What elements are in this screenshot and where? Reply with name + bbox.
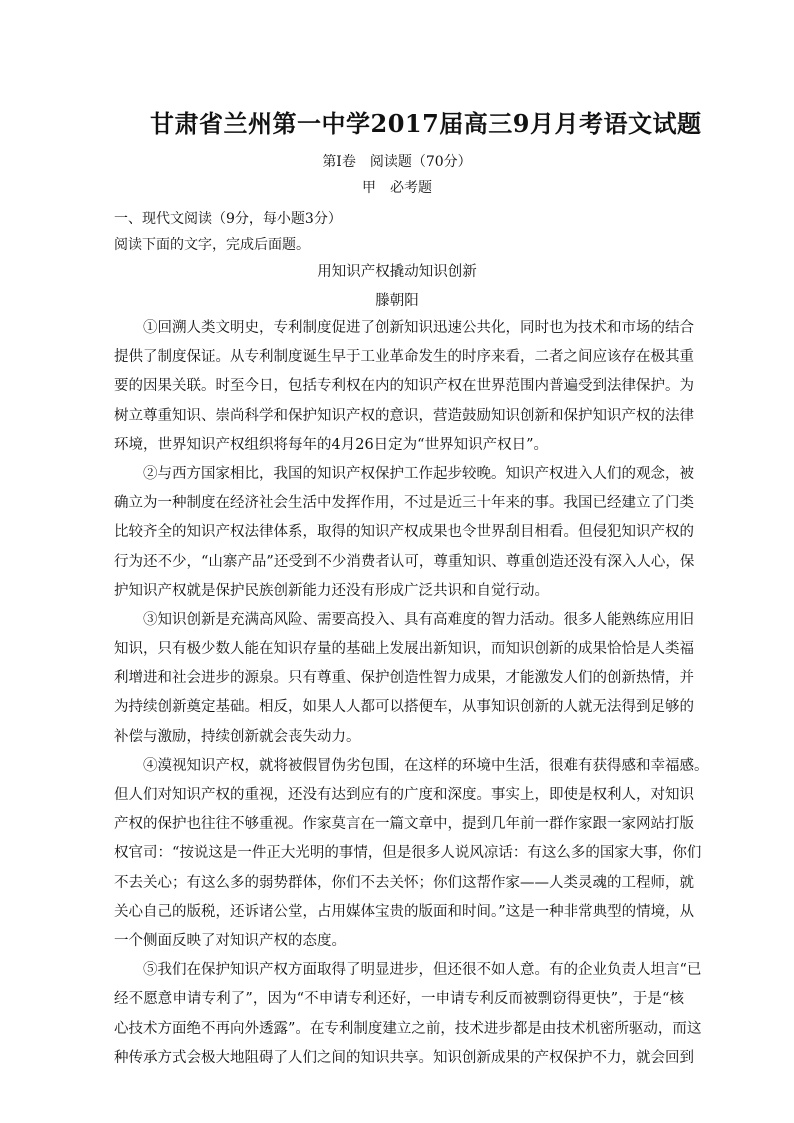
- paragraph-line: 利增进和社会进步的源泉。只有尊重、保护创造性智力成果，才能激发人们的创新热情，并: [114, 670, 694, 687]
- article-paragraph: [114, 314, 694, 460]
- question-heading: 一、现代文阅读（9分，每小题3分）: [114, 211, 342, 227]
- paragraph-line: ④漠视知识产权，就将被假冒伪劣包围，在这样的环境中生活，很难有获得感和幸福感。: [143, 757, 709, 774]
- paragraph-line: 种传承方式会极大地阻碍了人们之间的知识共享。知识创新成果的产权保护不力，就会回到: [114, 1049, 694, 1066]
- paragraph-line: 护知识产权就是保护民族创新能力还没有形成广泛共识和自觉行动。: [114, 582, 549, 599]
- paragraph-line: 确立为一种制度在经济社会生活中发挥作用，不过是近三十年来的事。我国已经建立了门类: [114, 495, 694, 512]
- paragraph-line: 树立尊重知识、崇尚科学和保护知识产权的意识，营造鼓励知识创新和保护知识产权的法律: [114, 407, 694, 424]
- article-paragraph: [114, 752, 709, 956]
- paragraph-line: ③知识创新是充满高风险、需要高投入、具有高难度的智力活动。很多人能熟练应用旧: [143, 611, 694, 628]
- paragraph-line: 关心自己的版税，还诉诸公堂，占用媒体宝贵的版面和时间。”这是一种非常典型的情境，从: [114, 903, 695, 920]
- paragraph-line: 一个侧面反映了对知识产权的态度。: [114, 932, 346, 949]
- article-paragraph: [114, 606, 694, 752]
- paragraph-line: 要的因果关联。时至今日，包括专利权在内的知识产权在世界范围内普遍受到法律保护。为: [114, 378, 694, 395]
- paragraph-line: 经不愿意申请专利了”，因为“不申请专利还好，一申请专利反而被剽窃得更快”，于是“核: [114, 991, 684, 1008]
- paragraph-line: 为持续创新奠定基础。相反，如果人人都可以搭便车，从事知识创新的人就无法得到足够的: [114, 699, 694, 716]
- instruction-text: 阅读下面的文字，完成后面题。: [114, 237, 310, 253]
- paragraph-line: 提供了制度保证。从专利制度诞生早于工业革命发生的时序来看，二者之间应该存在极其重: [114, 349, 694, 366]
- section-heading: 甲 必考题: [362, 180, 432, 196]
- paragraph-line: 补偿与激励，持续创新就会丧失动力。: [114, 728, 361, 745]
- paragraph-line: ①回溯人类文明史，专利制度促进了创新知识迅速公共化，同时也为技术和市场的结合: [143, 320, 694, 336]
- paragraph-line: 但人们对知识产权的重视，还没有达到应有的广度和深度。事实上，即使是权利人，对知识: [114, 787, 694, 803]
- part-heading: 第Ⅰ卷 阅读题（70分）: [322, 154, 472, 170]
- paragraph-line: ②与西方国家相比，我国的知识产权保护工作起步较晚。知识产权进入人们的观念，被: [143, 465, 694, 482]
- exam-title: 甘肃省兰州第一中学2017届高三9月月考语文试题: [150, 109, 702, 138]
- article-author: 滕朝阳: [375, 293, 419, 309]
- article-paragraph: [114, 460, 695, 606]
- article-title: 用知识产权撬动知识创新: [317, 264, 477, 280]
- paragraph-line: 权官司：“按说这是一件正大光明的事情，但是很多人说风凉话：有这么多的国家大事，你们: [114, 845, 702, 862]
- paragraph-line: 产权的保护也往往不够重视。作家莫言在一篇文章中，提到几年前一群作家跟一家网站打版: [114, 816, 694, 833]
- paragraph-line: ⑤我们在保护知识产权方面取得了明显进步，但还很不如人意。有的企业负责人坦言“已: [143, 962, 702, 979]
- paragraph-line: 环境，世界知识产权组织将每年的4月26日定为“世界知识产权日”。: [114, 436, 548, 453]
- paragraph-line: 行为还不少，“山寨产品”还受到不少消费者认可，尊重知识、尊重创造还没有深入人心，保: [114, 553, 695, 570]
- article-paragraph: [114, 956, 702, 1073]
- paragraph-line: 比较齐全的知识产权法律体系，取得的知识产权成果也令世界刮目相看。但侵犯知识产权的: [114, 524, 694, 541]
- paragraph-line: 不去关心；有这么多的弱势群体，你们不去关怀；你们这帮作家——人类灵魂的工程师，就: [114, 874, 694, 891]
- article-body: [114, 314, 709, 1073]
- paragraph-line: 知识，只有极少数人能在知识存量的基础上发展出新知识，而知识创新的成果恰恰是人类福: [114, 641, 694, 658]
- paragraph-line: 心技术方面绝不再向外透露”。在专利制度建立之前，技术进步都是由技术机密所驱动，而这: [114, 1020, 702, 1037]
